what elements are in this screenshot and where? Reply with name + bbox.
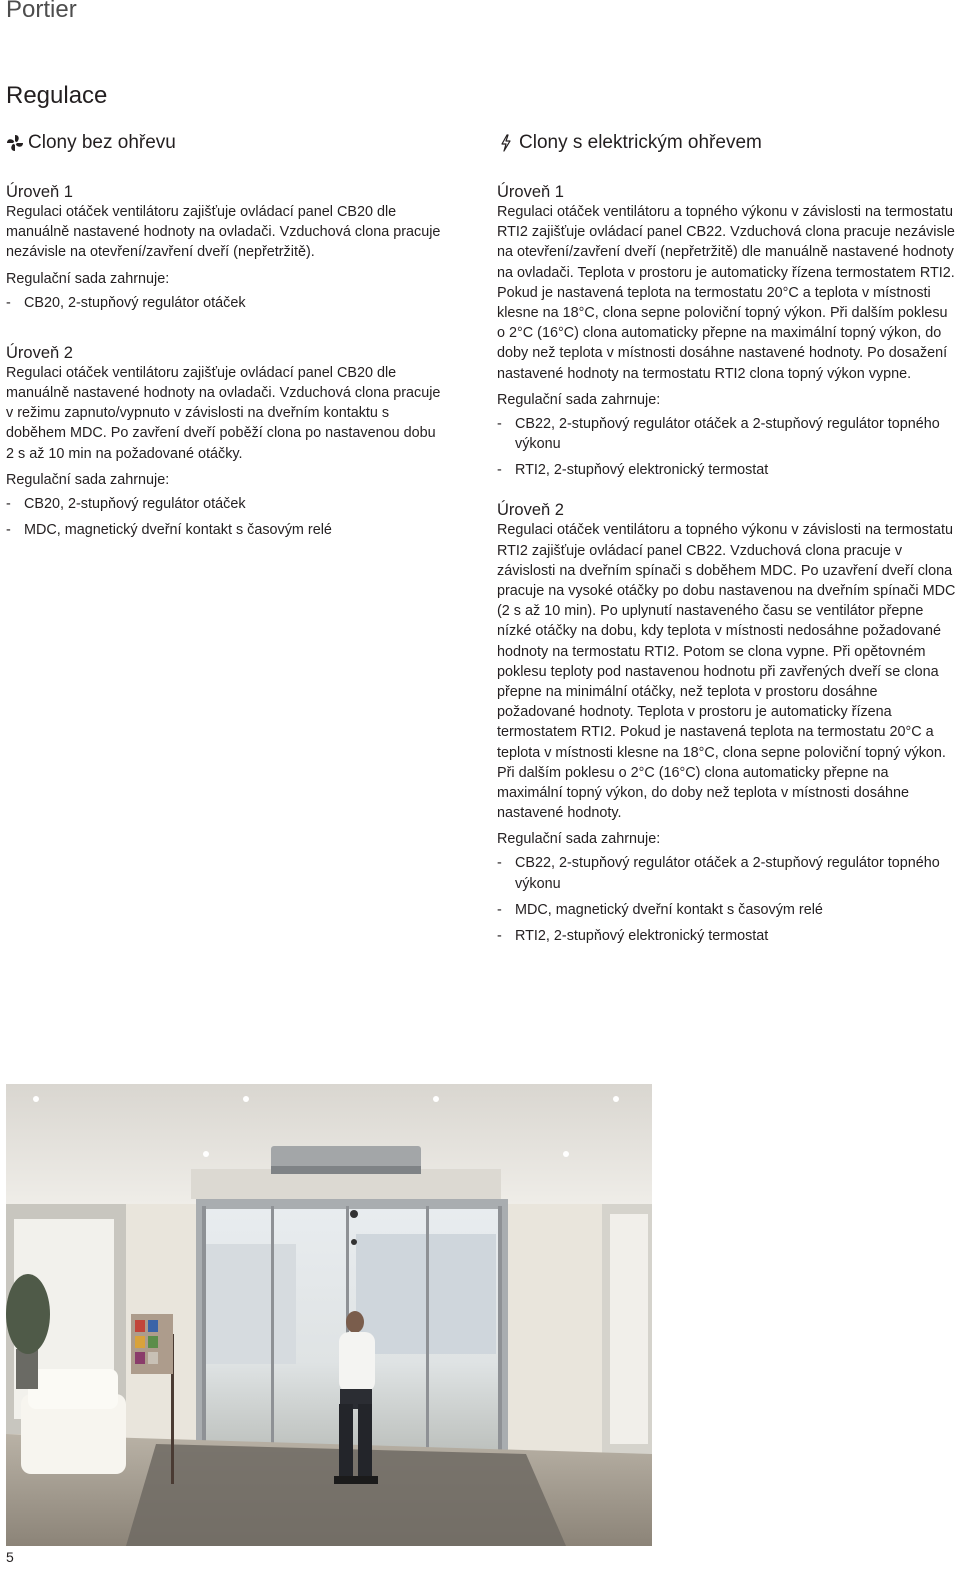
- kit-label: Regulační sada zahrnuje:: [6, 270, 170, 287]
- fan-icon: [6, 134, 24, 152]
- entrance-photo: [6, 1084, 652, 1546]
- list-item: - MDC, magnetický dveřní kontakt s časovým relé: [497, 901, 823, 918]
- brand-title: Portier: [6, 0, 77, 23]
- lightning-icon: [497, 134, 515, 152]
- column-without-heating: [6, 130, 446, 546]
- kit-label: Regulační sada zahrnuje:: [497, 831, 661, 848]
- level-description: Regulaci otáček ventilátoru zajišťuje ovládací panel CB20 dle manuálně nastavené hodnoty na ovladači. Vzduchová clona pracuje v režimu zapnuto/vypnuto v závislosti na dveřním kontaktu s doběhem MDC. Po zavření dveří poběží clona po nastavenou dobu 2 s až 10 min na požadované otáčky.: [6, 364, 441, 462]
- kit-label: Regulační sada zahrnuje:: [497, 391, 661, 408]
- level-description: Regulaci otáček ventilátoru a topného výkonu v závislosti na termostatu RTI2 zajišťuje ovládací panel CB22. Vzduchová clona pracuje nezávisle na otevření/zavření dveří (nepřetržitě) dle manuálně nastavené hodnoty na ovladači. Teplota v prostoru je automaticky řízena termostatem RTI2. Pokud je nastavená teplota na termostatu 20°C a teplota v místnosti klesne na 18°C, clona sepne poloviční topný výkon. Při dalším poklesu o 2°C (16°C) clona automaticky přepne na maximální topný výkon, do doby než teplota v místnosti dosáhne nastavené hodnoty. Po dosažení nastavené hodnoty na termostatu RTI2 clona topný výkon vypne.: [497, 204, 955, 382]
- list-item: - CB20, 2-stupňový regulátor otáček: [6, 294, 246, 311]
- level-heading: Úroveň 2: [6, 343, 73, 362]
- column-title: [6, 130, 446, 156]
- level-heading: Úroveň 2: [497, 501, 564, 520]
- level-description: Regulaci otáček ventilátoru a topného výkonu v závislosti na termostatu RTI2 zajišťuje ovládací panel CB22. Vzduchová clona pracuje v závislosti na dveřním spínači s doběhem MDC. Po uzavření dveří clona pracuje na vysoké otáčky po dobu nastavenou na dveřním spínači MDC (2 s až 10 min). Po uplynutí nastaveného času se ventilátor přepne nízké otáčky na dobu, kdy teplota v místnosti nedosáhne požadované hodnoty na termostatu RTI2. Potom se clona vypne. Při opětovném poklesu teploty pod nastavenou hodnotu při zavřených dveří se clona přepne na minimální otáčky, než teplota v prostoru dosáhne požadované hodnoty. Teplota v prostoru je automaticky řízena termostatem RTI2. Pokud je nastavená teplota na termostatu 20°C a teplota v místnosti klesne na 18°C, clona sepne poloviční topný výkon. Při dalším poklesu o 2°C (16°C) clona automaticky přepne na maximální topný výkon, do doby než teplota v místnosti dosáhne nastavené hodnoty.: [497, 522, 956, 822]
- list-item: - RTI2, 2-stupňový elektronický termostat: [497, 462, 769, 479]
- kit-list: [6, 494, 446, 540]
- kit-list: [497, 853, 957, 946]
- column-electric-heating: [497, 130, 957, 952]
- page-number: 5: [6, 1549, 14, 1565]
- kit-label: Regulační sada zahrnuje:: [6, 471, 170, 488]
- level-description: Regulaci otáček ventilátoru zajišťuje ovládací panel CB20 dle manuálně nastavené hodnoty na ovladači. Vzduchová clona pracuje nezávisle na otevření/zavření dveří (nepřetržitě).: [6, 204, 441, 261]
- section-title: Regulace: [6, 82, 108, 109]
- level-heading: Úroveň 1: [497, 183, 564, 201]
- kit-list: [497, 414, 957, 481]
- column-title-text: Clony s elektrickým ohřevem: [519, 132, 762, 153]
- list-item: - MDC, magnetický dveřní kontakt s časovým relé: [6, 522, 332, 539]
- kit-list: [6, 293, 446, 313]
- level-heading: Úroveň 1: [6, 183, 73, 201]
- list-item: - RTI2, 2-stupňový elektronický termostat: [497, 928, 769, 945]
- list-item: - CB22, 2-stupňový regulátor otáček a 2-stupňový regulátor topného výkonu: [497, 855, 940, 892]
- list-item: - CB20, 2-stupňový regulátor otáček: [6, 495, 246, 512]
- column-title-text: Clony bez ohřevu: [28, 132, 176, 153]
- list-item: - CB22, 2-stupňový regulátor otáček a 2-stupňový regulátor topného výkonu: [497, 415, 940, 453]
- column-title: [497, 130, 957, 156]
